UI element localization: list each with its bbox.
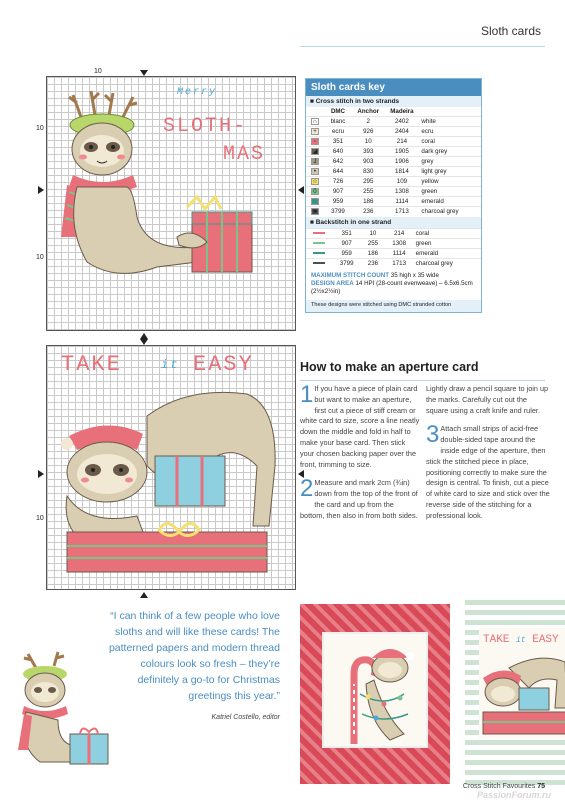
chart-1-tick-left: 10 (36, 125, 44, 132)
key-colour-name: white (419, 117, 481, 127)
take-it-easy-card-stitching (479, 628, 565, 738)
key-backstitch-swatch (306, 238, 332, 248)
key-cross-row (306, 197, 481, 207)
key-dmc: 907 (332, 238, 361, 248)
max-stitch-value: 35 high x 35 wide (390, 272, 439, 279)
cross-stitch-chart-sloth-mas (46, 76, 296, 331)
stitch-symbol-icon: ■ (311, 208, 319, 215)
howto-rule (300, 380, 545, 381)
backstitch-line-icon (313, 262, 325, 264)
key-symbol (306, 187, 324, 197)
key-cross-heading: ■ Cross stitch in two strands (306, 96, 481, 107)
key-madeira: 1713 (384, 207, 419, 217)
howto-step-2 (300, 475, 420, 521)
motif-sloth-text: SLOTH- (163, 115, 248, 138)
key-stitch-info (306, 268, 481, 300)
cross-stitch-chart-take-it-easy (46, 345, 296, 590)
key-dmc: 959 (324, 197, 352, 207)
checked-card (465, 600, 565, 785)
key-madeira: 109 (384, 177, 419, 187)
key-dmc: 3799 (324, 207, 352, 217)
key-colour-name: charcoal grey (419, 207, 481, 217)
section-header: Sloth cards (480, 24, 541, 38)
key-note: These designs were stitched using DMC stranded cotton (306, 300, 481, 312)
step-2-text: Measure and mark 2cm (¾in) down from the top of the front of the card and up from the bottom, then also in from both sides. (300, 478, 418, 520)
quote-attribution: Katriel Costello, editor (211, 714, 280, 721)
chart-2-tick-left: 10 (36, 515, 44, 522)
key-colour-name: dark grey (419, 147, 481, 157)
key-colour-name: green (419, 187, 481, 197)
chart-2-arrow-left (38, 470, 44, 478)
key-colour-name: yellow (419, 177, 481, 187)
section-divider (300, 46, 545, 47)
key-anchor: 236 (361, 258, 384, 268)
howto-column-2 (426, 384, 550, 530)
key-back-row (306, 258, 481, 268)
key-back-row (306, 238, 481, 248)
key-back-heading: ■ Backstitch in one strand (306, 217, 481, 228)
key-dmc: 640 (324, 147, 352, 157)
key-anchor: 903 (352, 157, 384, 167)
key-anchor: 10 (352, 137, 384, 147)
backstitch-line-icon (313, 232, 325, 234)
stitch-symbol-icon: ☆ (312, 179, 318, 185)
design-area-value: 14 HPI (28-count evenweave) – 6.5x6.5cm (2½x2½in) (311, 280, 473, 295)
card-text-easy: EASY (532, 634, 559, 646)
key-col-anchor: Anchor (357, 108, 380, 115)
key-anchor: 295 (352, 177, 384, 187)
key-dmc: 644 (324, 167, 352, 177)
key-backstitch-swatch (306, 258, 332, 268)
chart-1-tick-bottom: 10 (36, 254, 44, 261)
key-madeira: 1308 (385, 238, 414, 248)
chart-1-tick-top: 10 (94, 68, 102, 75)
key-colour-name: ecru (419, 127, 481, 137)
key-anchor: 830 (352, 167, 384, 177)
motif-it-text: it (161, 358, 180, 372)
key-cross-heading-text: Cross stitch in two strands (315, 98, 400, 105)
stitch-symbol-icon: ◌ (311, 198, 319, 205)
step-1-text: If you have a piece of plain card but want to make an aperture, first cut a piece of stiff cream or white card to size, score a line neatly down the middle and fold in half to make your base card. Then stick your chosen backing paper over the front, trimming to size. (300, 384, 420, 469)
key-anchor: 186 (361, 248, 384, 258)
stitch-symbol-icon: J (311, 158, 319, 165)
key-symbol (306, 147, 324, 157)
key-dmc: 3799 (332, 258, 361, 268)
key-anchor: 393 (352, 147, 384, 157)
key-symbol (306, 117, 324, 127)
key-cross-row (306, 207, 481, 217)
motif-merry-text: Merry (177, 87, 218, 98)
stitch-symbol-icon: 0 (311, 188, 319, 195)
step-2-number: 2 (300, 475, 314, 503)
key-symbol (306, 137, 324, 147)
key-madeira: 2404 (384, 127, 419, 137)
howto-step-1 (300, 381, 420, 470)
key-dmc: 351 (332, 228, 361, 238)
card-text-take: TAKE (483, 634, 510, 646)
motif-easy-text: EASY (193, 352, 254, 377)
page-footer (463, 783, 545, 790)
key-anchor: 255 (352, 187, 384, 197)
key-header-row (306, 107, 481, 117)
key-colour-name: charcoal grey (414, 258, 481, 268)
take-it-easy-motif (47, 346, 296, 590)
step-3-text: Attach small strips of acid-free double-sided tape around the inside edge of the aperture, then stick the stitched piece in place, positioning correctly to make sure the design is central. To finish, cut a piece of white card to size and stick over the reverse side of the stitching for a professional look. (426, 424, 550, 520)
card-text-it: it (516, 636, 526, 645)
watermark: PassionForum.ru (476, 790, 551, 800)
candy-cane-sloth-stitching (324, 634, 430, 750)
key-back-heading-text: Backstitch in one strand (315, 218, 392, 226)
step-1-number: 1 (300, 381, 314, 408)
chart-2-arrow-bottom (140, 592, 148, 598)
key-colour-name: emerald (414, 248, 481, 258)
key-back-row (306, 228, 481, 238)
key-anchor: 255 (361, 238, 384, 248)
finished-cards-photo (300, 600, 565, 785)
key-dmc: blanc (324, 117, 352, 127)
key-anchor: 926 (352, 127, 384, 137)
key-madeira: 1906 (384, 157, 419, 167)
backstitch-line-icon (313, 242, 325, 244)
sloth-cards-key (305, 78, 482, 313)
stitch-symbol-icon: ∩ (312, 119, 318, 125)
key-madeira: 2402 (384, 117, 419, 127)
key-symbol (306, 127, 324, 137)
checked-card-aperture (479, 628, 565, 738)
key-madeira: 1308 (384, 187, 419, 197)
key-colour-name: grey (419, 157, 481, 167)
key-madeira: 1905 (384, 147, 419, 157)
key-backstitch-swatch (306, 228, 332, 238)
key-madeira: 214 (384, 137, 419, 147)
stitch-symbol-icon: ▫ (311, 138, 319, 145)
key-dmc: 907 (324, 187, 352, 197)
design-area-label: DESIGN AREA (311, 280, 354, 287)
key-backstitch-swatch (306, 248, 332, 258)
key-colour-name: coral (414, 228, 481, 238)
key-symbol (306, 207, 324, 217)
stitch-symbol-icon: ◢ (312, 149, 318, 155)
key-symbol (306, 157, 324, 167)
key-title: Sloth cards key (306, 79, 481, 96)
key-symbol (306, 177, 324, 187)
key-anchor: 2 (352, 117, 384, 127)
key-symbol (306, 197, 324, 207)
key-anchor: 236 (352, 207, 384, 217)
key-cross-table (306, 107, 481, 217)
key-cross-row (306, 187, 481, 197)
key-cross-row (306, 147, 481, 157)
stitch-symbol-icon: • (311, 168, 319, 175)
key-colour-name: light grey (419, 167, 481, 177)
step-3-number: 3 (426, 421, 440, 449)
key-dmc: 959 (332, 248, 361, 258)
key-cross-row (306, 137, 481, 147)
key-cross-row (306, 117, 481, 127)
key-cross-row (306, 127, 481, 137)
key-anchor: 186 (352, 197, 384, 207)
key-col-madeira: Madeira (390, 108, 414, 115)
key-cross-row (306, 157, 481, 167)
key-colour-name: coral (419, 137, 481, 147)
step-2-continued: Lightly draw a pencil square to join up the marks. Carefully cut out the square using a craft knife and ruler. (426, 384, 549, 415)
key-dmc: ecru (324, 127, 352, 137)
backstitch-line-icon (313, 252, 325, 254)
key-madeira: 214 (385, 228, 414, 238)
key-anchor: 10 (361, 228, 384, 238)
key-dmc: 726 (324, 177, 352, 187)
page-number: 75 (537, 783, 545, 790)
key-madeira: 1814 (384, 167, 419, 177)
key-col-dmc: DMC (330, 108, 346, 115)
key-madeira: 1114 (385, 248, 414, 258)
key-colour-name: green (414, 238, 481, 248)
editor-quote: “I can think of a few people who love sloths and will like these cards! The patterned papers and modern thread colours look so fresh – they’re definitely a go-to for Christmas greetings this year.” (108, 610, 280, 702)
key-colour-name: emerald (419, 197, 481, 207)
motif-mas-text: MAS (223, 143, 266, 166)
key-symbol (306, 167, 324, 177)
key-cross-row (306, 167, 481, 177)
magazine-name: Cross Stitch Favourites (462, 783, 536, 790)
stitch-symbol-icon: + (311, 128, 319, 135)
key-back-row (306, 248, 481, 258)
key-madeira: 1713 (385, 258, 414, 268)
key-back-table (306, 228, 481, 269)
motif-take-text: TAKE (61, 352, 122, 377)
chart-1-arrow-left (38, 186, 44, 194)
key-dmc: 351 (324, 137, 352, 147)
key-dmc: 642 (324, 157, 352, 167)
chart-1-arrow-right (298, 186, 304, 194)
howto-column-1 (300, 381, 420, 530)
key-cross-row (306, 177, 481, 187)
max-stitch-label: MAXIMUM STITCH COUNT (311, 272, 390, 279)
key-madeira: 1114 (384, 197, 419, 207)
howto-title: How to make an aperture card (300, 360, 479, 374)
red-card-aperture (322, 632, 428, 748)
red-plaid-card (300, 604, 450, 784)
howto-step-3 (426, 421, 550, 521)
